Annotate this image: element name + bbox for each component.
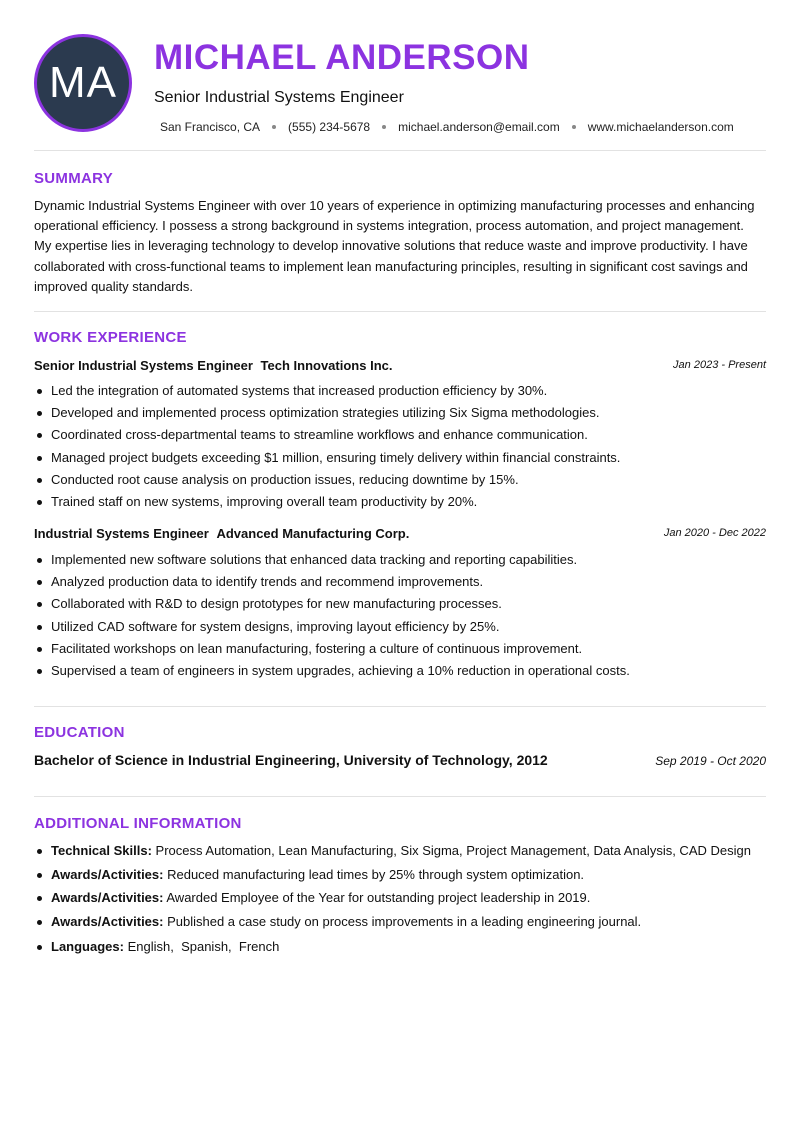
list-item xyxy=(34,841,766,865)
job-company: Advanced Manufacturing Corp. xyxy=(216,526,410,541)
resume-header xyxy=(34,34,766,138)
list-item: Coordinated cross-departmental teams to streamline workflows and enhance communication. xyxy=(34,425,766,447)
avatar-initials: MA xyxy=(49,58,117,107)
contact-email[interactable]: michael.anderson@email.com xyxy=(398,120,560,134)
info-label: Awards/Activities: xyxy=(51,913,164,929)
contact-separator xyxy=(272,125,276,129)
education-entry xyxy=(34,752,766,768)
education-degree: Bachelor of Science in Industrial Engineering, University of Technology, 2012 xyxy=(34,752,548,768)
section-divider xyxy=(34,150,766,151)
section-divider xyxy=(34,796,766,797)
info-label: Awards/Activities: xyxy=(51,890,164,905)
list-item: Implemented new software solutions that enhanced data tracking and reporting capabilities. xyxy=(34,550,766,572)
job-role: Senior Industrial Systems Engineer xyxy=(34,358,253,373)
list-item: Analyzed production data to identify trends and recommend improvements. xyxy=(34,572,766,594)
job-dates: Jan 2020 - Dec 2022 xyxy=(663,527,766,539)
summary-heading: SUMMARY xyxy=(34,170,114,187)
list-item: Utilized CAD software for system designs, improving layout efficiency by 25%. xyxy=(34,617,766,639)
avatar xyxy=(34,34,132,132)
contact-bar xyxy=(160,120,734,134)
candidate-title: Senior Industrial Systems Engineer xyxy=(154,89,404,106)
contact-separator xyxy=(572,125,576,129)
info-label: Languages: xyxy=(51,939,124,954)
additional-heading: ADDITIONAL INFORMATION xyxy=(34,815,242,832)
section-divider xyxy=(34,311,766,312)
education-dates: Sep 2019 - Oct 2020 xyxy=(655,754,766,768)
list-item: Managed project budgets exceeding $1 million, ensuring timely delivery within financial constraints. xyxy=(34,448,766,470)
list-item: Developed and implemented process optimization strategies utilizing Six Sigma methodologies. xyxy=(34,403,766,425)
candidate-name: MICHAEL ANDERSON xyxy=(154,38,530,77)
contact-website[interactable]: www.michaelanderson.com xyxy=(587,120,734,134)
list-item: Conducted root cause analysis on production issues, reducing downtime by 15%. xyxy=(34,470,766,492)
list-item: Collaborated with R&D to design prototypes for new manufacturing processes. xyxy=(34,594,766,616)
info-text: Process Automation, Lean Manufacturing, Six Sigma, Project Management, Data Analysis, CAD Design xyxy=(155,843,751,858)
section-divider xyxy=(34,706,766,707)
list-item xyxy=(34,937,766,961)
job-role: Industrial Systems Engineer xyxy=(34,526,209,541)
list-item xyxy=(34,888,766,912)
additional-list xyxy=(34,841,766,961)
list-item: Trained staff on new systems, improving overall team productivity by 20%. xyxy=(34,492,766,514)
job-company: Tech Innovations Inc. xyxy=(260,358,393,373)
contact-separator xyxy=(382,125,386,129)
job-header xyxy=(34,526,766,544)
list-item xyxy=(34,865,766,889)
education-heading: EDUCATION xyxy=(34,724,125,741)
info-label: Awards/Activities: xyxy=(51,866,164,882)
job-header xyxy=(34,358,766,376)
job-dates: Jan 2023 - Present xyxy=(673,359,766,371)
list-item xyxy=(34,912,766,936)
experience-heading: WORK EXPERIENCE xyxy=(34,329,187,346)
summary-text: Dynamic Industrial Systems Engineer with over 10 years of experience in optimizing manufacturing processes and enhancing operational efficiency. I possess a strong background in systems integration, process automation, and project management. My expertise lies in leveraging technology to develop innovative solutions that reduce waste and improve productivity. I have collaborated with cross-functional teams to implement lean manufacturing principles, resulting in significant cost savings and improved quality standards. xyxy=(34,198,755,294)
list-item: Supervised a team of engineers in system upgrades, achieving a 10% reduction in operational costs. xyxy=(34,661,766,683)
list-item: Facilitated workshops on lean manufacturing, fostering a culture of continuous improvement. xyxy=(34,639,766,661)
info-label: Technical Skills: xyxy=(51,843,152,858)
contact-location: San Francisco, CA xyxy=(160,120,261,134)
info-text: English, Spanish, French xyxy=(127,939,280,954)
info-text: Reduced manufacturing lead times by 25% through system optimization. xyxy=(167,866,585,882)
list-item: Led the integration of automated systems that increased production efficiency by 30%. xyxy=(34,381,766,403)
info-text: Awarded Employee of the Year for outstanding project leadership in 2019. xyxy=(166,890,591,905)
info-text: Published a case study on process improvements in a leading engineering journal. xyxy=(167,913,642,929)
job-bullets xyxy=(34,550,766,683)
contact-phone[interactable]: (555) 234-5678 xyxy=(288,120,371,134)
job-bullets xyxy=(34,381,766,514)
